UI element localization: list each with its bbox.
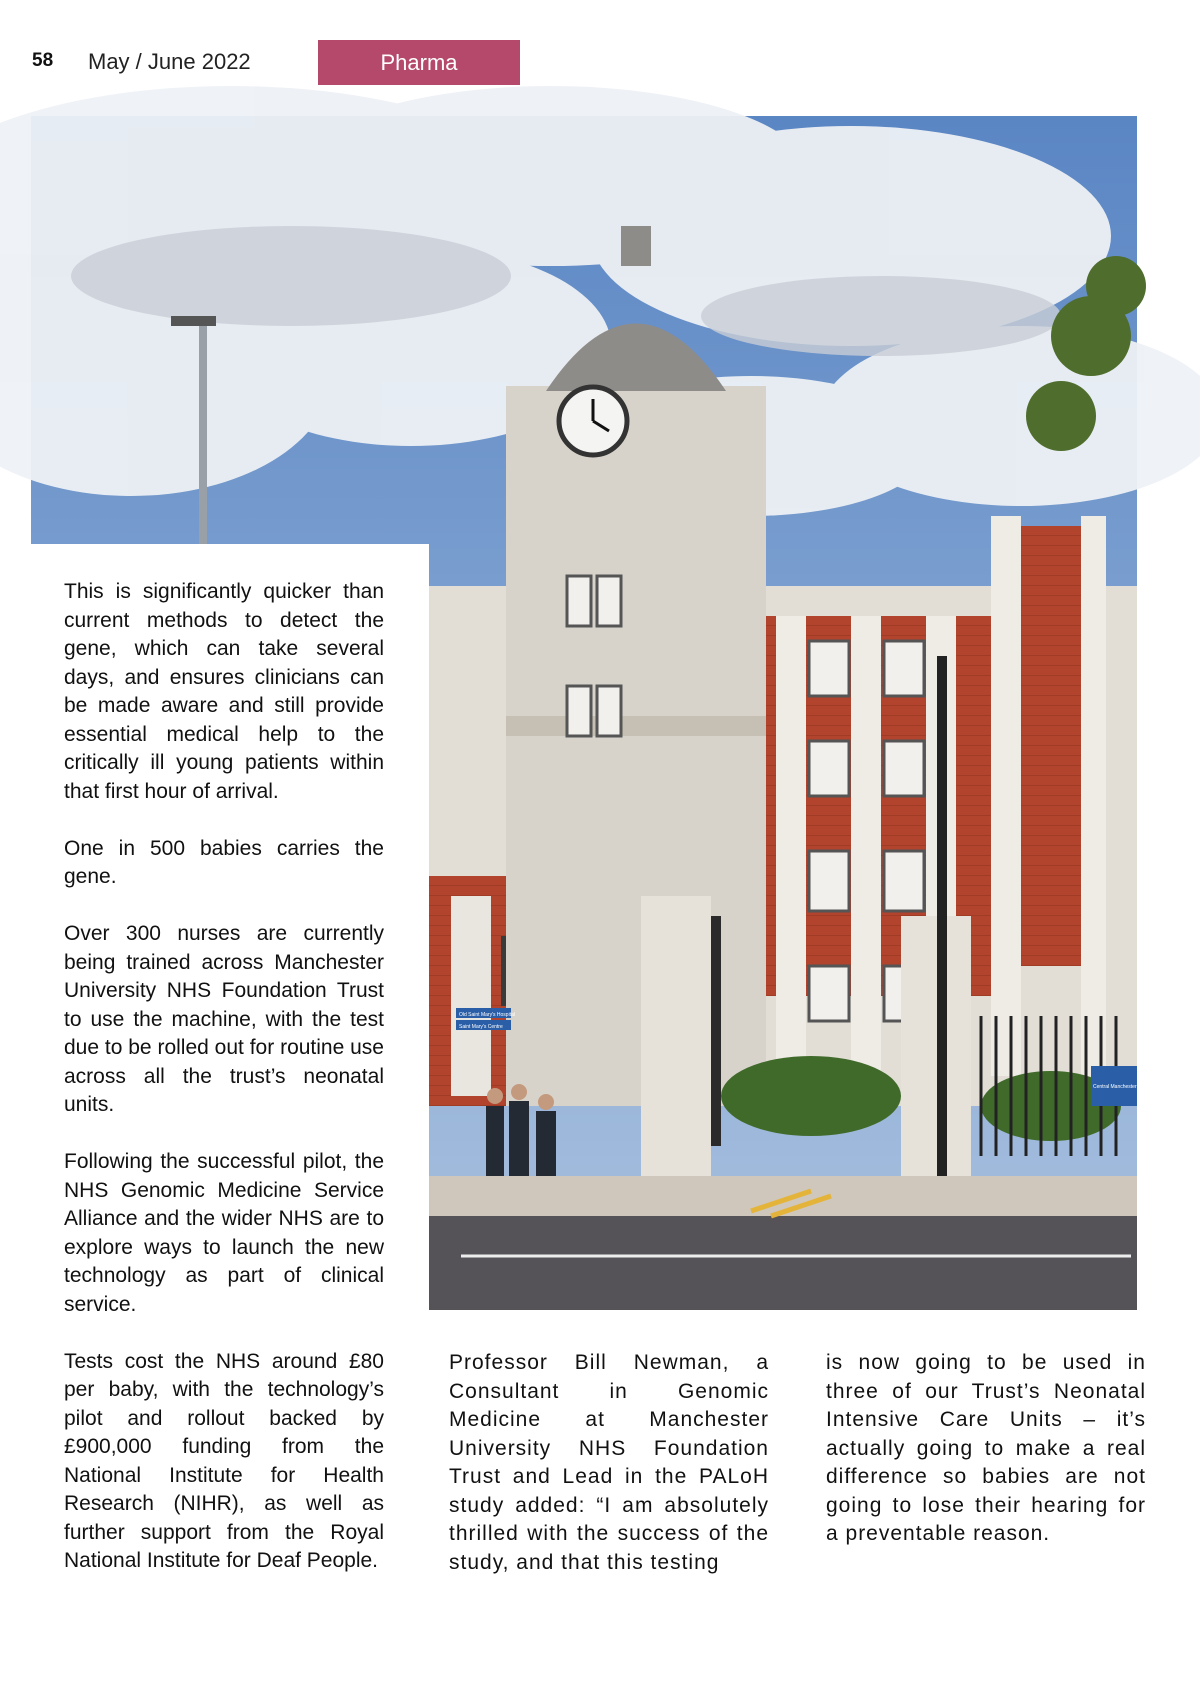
road bbox=[426, 1216, 1137, 1310]
clock-tower bbox=[506, 386, 766, 1106]
issue-date: May / June 2022 bbox=[88, 49, 251, 74]
sign-3-text: Central Manchester University Hospit bbox=[1093, 1084, 1176, 1090]
sign-2-text: Saint Mary's Centre bbox=[459, 1024, 503, 1030]
section-tab: Pharma bbox=[318, 40, 520, 85]
left-column bbox=[64, 578, 384, 1604]
page-number: 58 bbox=[32, 50, 54, 71]
gate-pillar-left bbox=[641, 896, 711, 1196]
right-column-text: is now going to be used in three of our Trust’s Neonatal Intensive Care Units – it’s actually going to make a real difference so babies are not going to lose their hearing for a preventable reason. bbox=[826, 1351, 1146, 1545]
street-lamp bbox=[937, 656, 947, 1196]
gate-pillar-right bbox=[901, 916, 971, 1196]
paragraph-5: Tests cost the NHS around £80 per baby, with the technology’s pilot and rollout backed by £900,000 funding from the National Institute for Health Research (NIHR), as well as further support from the Royal National Institute for Deaf People. bbox=[64, 1349, 384, 1572]
paragraph-2: One in 500 babies carries the gene. bbox=[64, 836, 384, 888]
paragraph-4: Following the successful pilot, the NHS Genomic Medicine Service Alliance and the wider NHS are to explore ways to launch the new technology as part of clinical service. bbox=[64, 1150, 384, 1316]
paragraph-1: This is significantly quicker than current methods to detect the gene, which can take several days, and ensures clinicians can be made aware and still provide essential medical help to the critically ill young patients within that first hour of arrival. bbox=[64, 580, 384, 803]
paragraph-3: Over 300 nurses are currently being trained across Manchester University NHS Foundation Trust to use the machine, with the test due to be rolled out for routine use across all the trust’s neonatal units. bbox=[64, 922, 384, 1116]
sign-1-text: Old Saint Mary's Hospital bbox=[459, 1012, 515, 1018]
middle-column-text: Professor Bill Newman, a Consultant in Genomic Medicine at Manchester University NHS Foundation Trust and Lead in the PALoH study added: “I am absolutely thrilled with the success of the study, and that this testing bbox=[449, 1351, 769, 1574]
